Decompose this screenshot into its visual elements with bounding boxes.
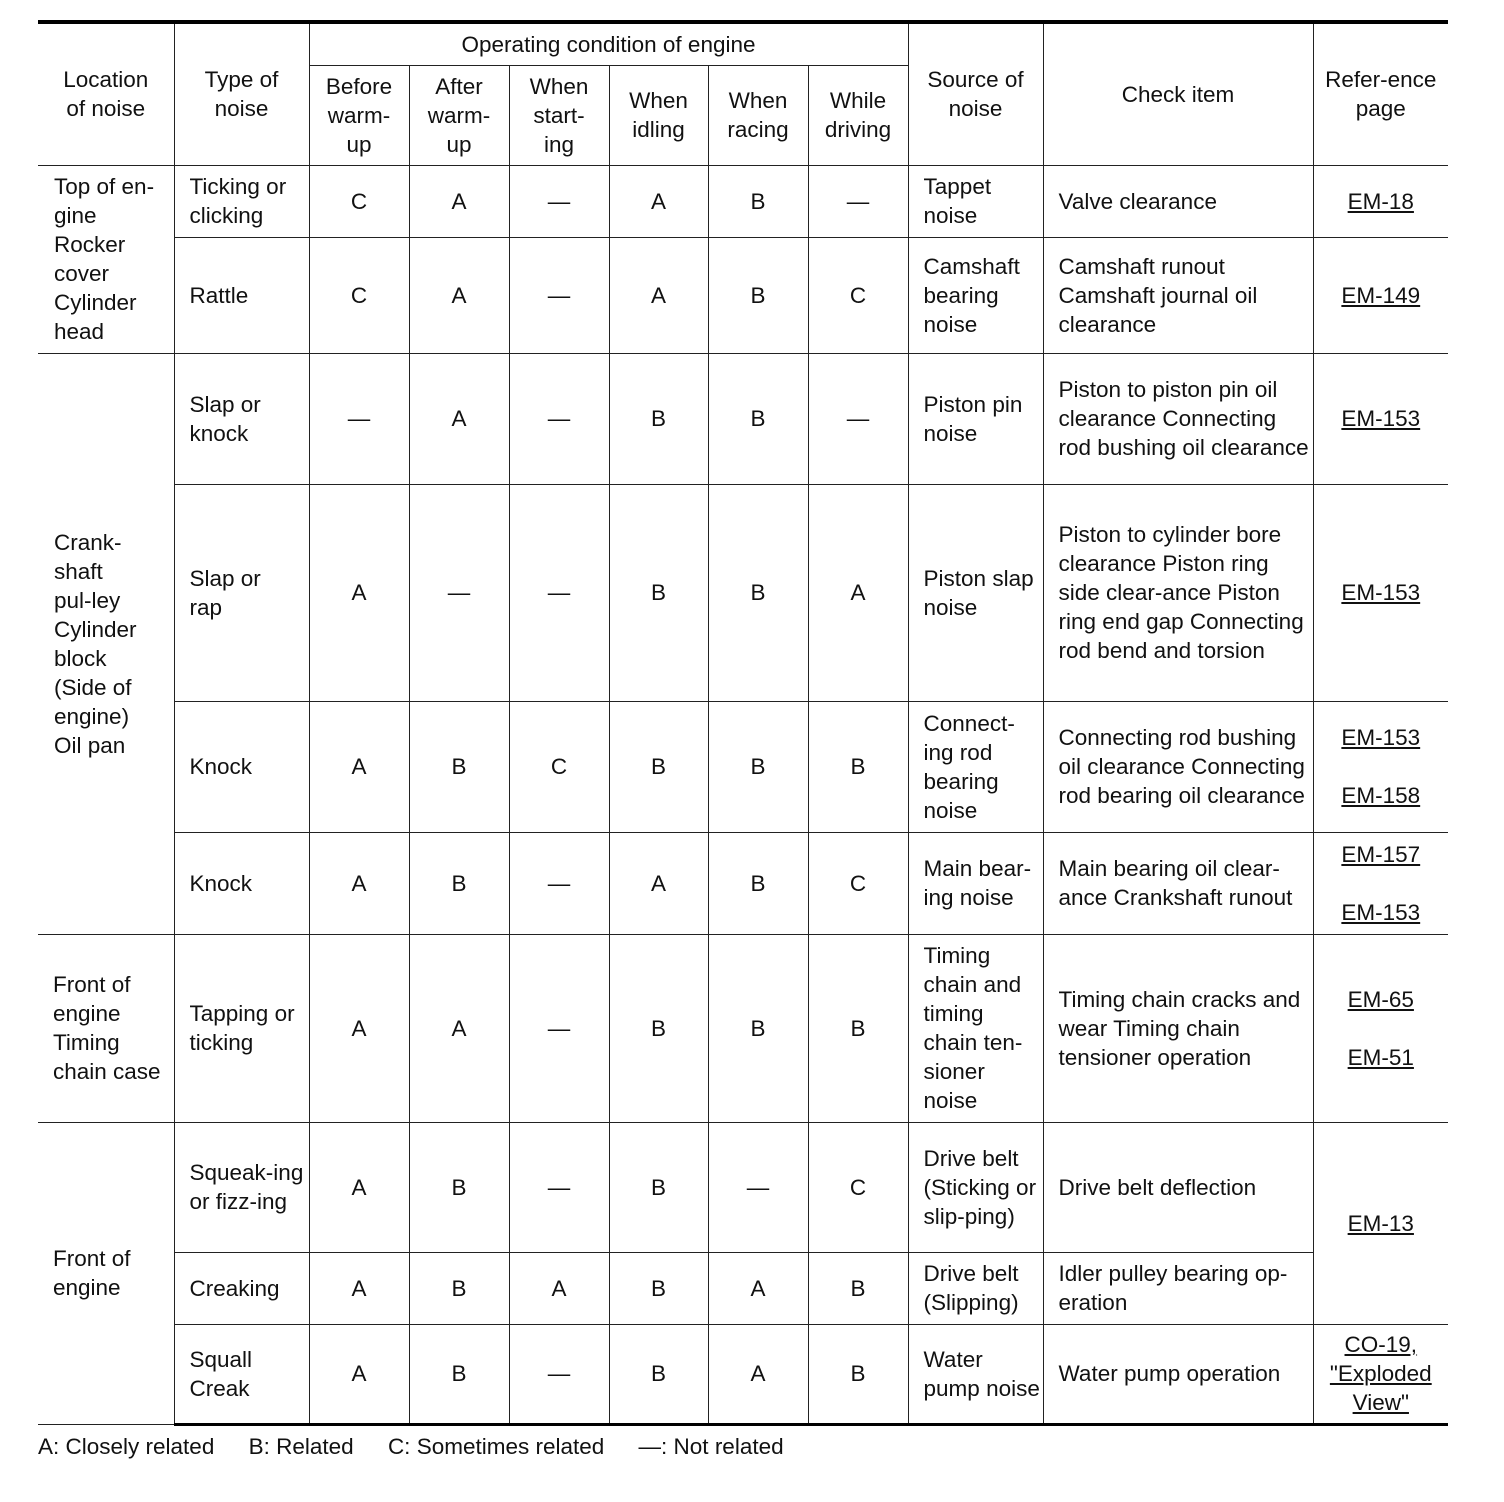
mark-cell: A [309,1252,409,1324]
mark-cell: A [609,832,708,934]
mark-cell: — [509,832,609,934]
type-cell: Tapping or ticking [174,934,309,1122]
mark-cell: A [309,701,409,832]
mark-cell: — [808,353,908,484]
type-cell: Slap or rap [174,484,309,701]
type-cell: Ticking or clicking [174,165,309,237]
mark-cell: A [409,165,509,237]
legend-item: —: Not related [638,1434,784,1459]
mark-cell: B [808,701,908,832]
reference-link[interactable]: EM-153 [1341,406,1421,431]
mark-cell: C [309,165,409,237]
mark-cell: — [509,353,609,484]
header-before-warmup: Before warm-up [309,65,409,165]
table-row [38,1324,1448,1424]
mark-cell: B [708,701,808,832]
mark-cell: B [609,701,708,832]
header-location: Location of noise [38,22,174,165]
reference-link[interactable]: EM-51 [1347,1044,1414,1070]
mark-cell: C [309,237,409,353]
reference-cell [1313,832,1448,934]
table-row [38,701,1448,832]
mark-cell: A [309,1122,409,1252]
mark-cell: — [509,165,609,237]
mark-cell: A [409,934,509,1122]
source-cell: Connect-ing rod bearing noise [908,701,1043,832]
mark-cell: A [309,832,409,934]
mark-cell: C [808,237,908,353]
reference-link[interactable]: EM-18 [1347,188,1414,214]
source-cell: Tappet noise [908,165,1043,237]
header-operating-condition: Operating condition of engine [309,22,908,65]
legend-item: B: Related [248,1434,354,1459]
mark-cell: B [808,1252,908,1324]
reference-cell [1313,701,1448,832]
reference-link[interactable]: EM-153 [1341,580,1421,605]
header-after-warmup: After warm-up [409,65,509,165]
mark-cell: — [808,165,908,237]
legend-item: C: Sometimes related [387,1434,605,1459]
source-cell: Timing chain and timing chain ten-sioner noise [908,934,1043,1122]
mark-cell: — [309,353,409,484]
mark-cell: B [609,1122,708,1252]
source-cell: Piston pin noise [908,353,1043,484]
mark-cell: A [409,353,509,484]
table-row [38,1122,1448,1252]
mark-cell: — [708,1122,808,1252]
location-cell: Top of en-gine Rocker cover Cylinder head [38,165,174,353]
mark-cell: B [409,701,509,832]
check-cell: Valve clearance [1043,165,1313,237]
table-row [38,934,1448,1122]
check-cell: Piston to piston pin oil clearance Connecting rod bushing oil clearance [1043,353,1313,484]
reference-link[interactable]: EM-153 [1341,725,1421,750]
header-type: Type of noise [174,22,309,165]
reference-link[interactable]: EM-157 [1341,841,1421,867]
header-while-driving: While driving [808,65,908,165]
check-cell: Drive belt deflection [1043,1122,1313,1252]
reference-link[interactable]: EM-158 [1341,783,1421,808]
location-cell: Front of engine [38,1122,174,1424]
mark-cell: B [609,1252,708,1324]
reference-link[interactable]: EM-65 [1347,986,1414,1012]
source-cell: Water pump noise [908,1324,1043,1424]
header-when-idling: When idling [609,65,708,165]
mark-cell: A [609,165,708,237]
type-cell: Creaking [174,1252,309,1324]
mark-cell: A [708,1252,808,1324]
mark-cell: B [609,353,708,484]
table-row [38,1252,1448,1324]
mark-cell: B [808,934,908,1122]
reference-link[interactable]: EM-13 [1347,1210,1414,1236]
location-cell: Front of engine Timing chain case [38,934,174,1122]
mark-cell: C [808,832,908,934]
mark-cell: B [708,934,808,1122]
mark-cell: B [609,484,708,701]
mark-cell: B [708,832,808,934]
type-cell: Slap or knock [174,353,309,484]
mark-cell: B [708,165,808,237]
mark-cell: A [708,1324,808,1424]
source-cell: Main bear-ing noise [908,832,1043,934]
legend-item: A: Closely related [38,1434,215,1459]
mark-cell: A [808,484,908,701]
location-cell: Crank-shaft pul-ley Cylinder block (Side of engine) Oil pan [38,353,174,934]
check-cell: Connecting rod bushing oil clearance Connecting rod bearing oil clearance [1043,701,1313,832]
reference-cell [1313,934,1448,1122]
mark-cell: B [808,1324,908,1424]
type-cell: Rattle [174,237,309,353]
mark-cell: B [409,832,509,934]
table-row [38,165,1448,237]
mark-cell: B [609,934,708,1122]
reference-cell [1313,484,1448,701]
table-row [38,832,1448,934]
header-reference: Refer-ence page [1313,22,1448,165]
check-cell: Timing chain cracks and wear Timing chain tensioner operation [1043,934,1313,1122]
reference-link[interactable]: EM-153 [1341,899,1421,925]
type-cell: Squall Creak [174,1324,309,1424]
mark-cell: A [409,237,509,353]
check-cell: Camshaft runout Camshaft journal oil clearance [1043,237,1313,353]
mark-cell: — [509,1122,609,1252]
mark-cell: A [509,1252,609,1324]
mark-cell: B [708,237,808,353]
mark-cell: B [708,484,808,701]
source-cell: Drive belt (Sticking or slip-ping) [908,1122,1043,1252]
engine-noise-table [38,20,1448,1426]
reference-cell [1313,1122,1448,1324]
mark-cell: A [309,1324,409,1424]
check-cell: Idler pulley bearing op-eration [1043,1252,1313,1324]
mark-cell: B [409,1252,509,1324]
mark-cell: B [609,1324,708,1424]
source-cell: Drive belt (Slipping) [908,1252,1043,1324]
mark-cell: — [509,237,609,353]
reference-cell [1313,165,1448,237]
check-cell: Water pump operation [1043,1324,1313,1424]
reference-cell [1313,237,1448,353]
reference-link[interactable]: CO-19, "Exploded View" [1329,1332,1432,1415]
mark-cell: A [609,237,708,353]
table-row [38,484,1448,701]
reference-cell [1313,353,1448,484]
type-cell: Knock [174,832,309,934]
mark-cell: — [509,934,609,1122]
mark-cell: — [409,484,509,701]
legend [38,1433,812,1461]
mark-cell: C [808,1122,908,1252]
source-cell: Piston slap noise [908,484,1043,701]
type-cell: Squeak-ing or fizz-ing [174,1122,309,1252]
mark-cell: A [309,934,409,1122]
mark-cell: — [509,484,609,701]
mark-cell: B [409,1324,509,1424]
reference-link[interactable]: EM-149 [1341,282,1421,308]
check-cell: Piston to cylinder bore clearance Piston ring side clear-ance Piston ring end gap Connecting rod bend and torsion [1043,484,1313,701]
check-cell: Main bearing oil clear-ance Crankshaft runout [1043,832,1313,934]
mark-cell: — [509,1324,609,1424]
source-cell: Camshaft bearing noise [908,237,1043,353]
mark-cell: B [708,353,808,484]
mark-cell: B [409,1122,509,1252]
header-when-racing: When racing [708,65,808,165]
reference-cell [1313,1324,1448,1424]
table-row [38,353,1448,484]
header-check-item: Check item [1043,22,1313,165]
mark-cell: C [509,701,609,832]
type-cell: Knock [174,701,309,832]
header-when-starting: When start-ing [509,65,609,165]
header-source: Source of noise [908,22,1043,165]
table-row [38,237,1448,353]
mark-cell: A [309,484,409,701]
